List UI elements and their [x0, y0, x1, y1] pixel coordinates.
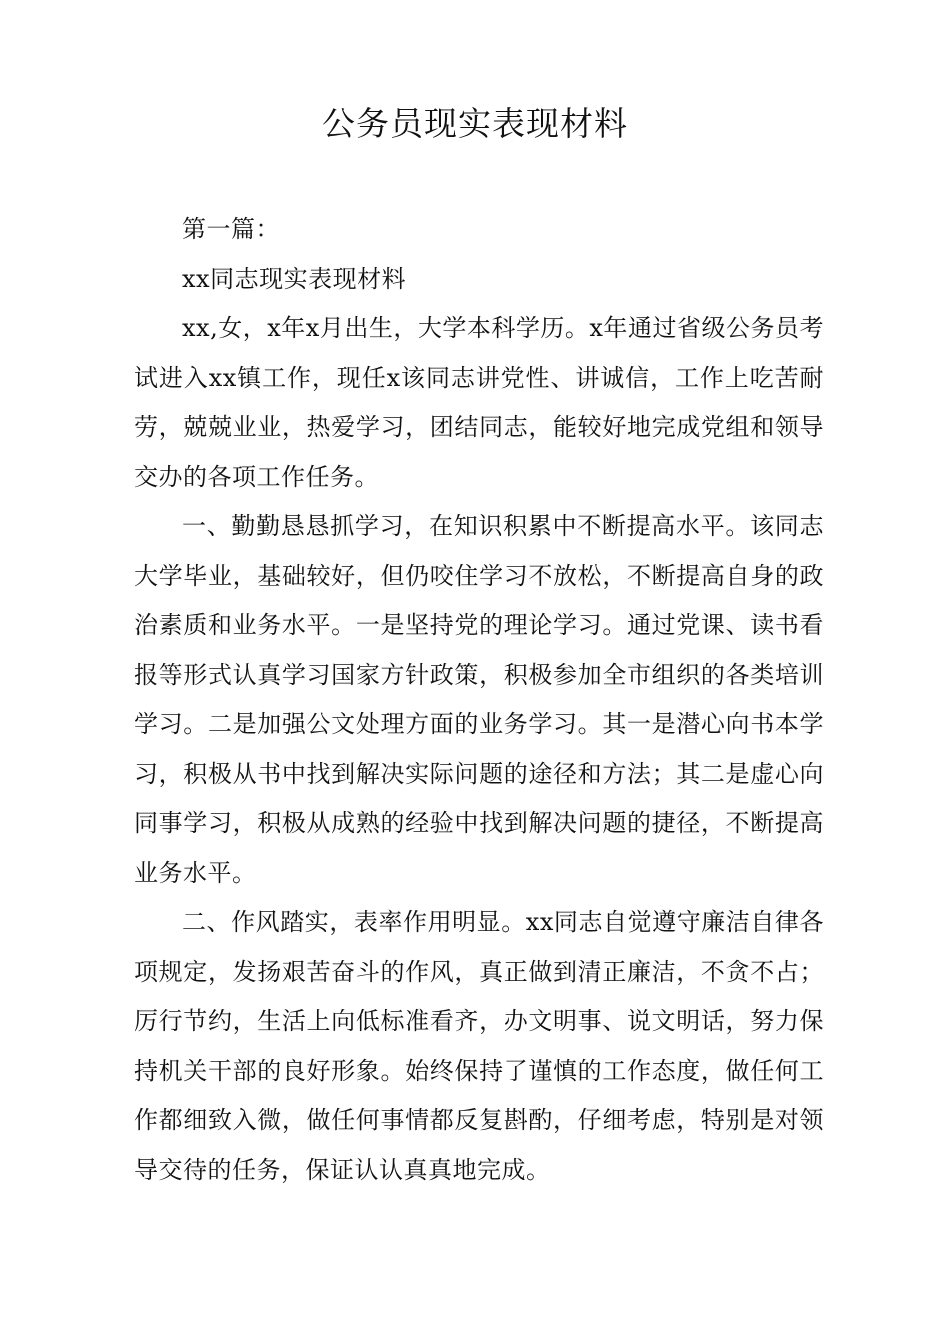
study-paragraph: 一、勤勤恳恳抓学习，在知识积累中不断提高水平。该同志大学毕业，基础较好，但仍咬住学习不放松，不断提高自身的政治素质和业务水平。一是坚持党的理论学习。通过党课、读书看报等形式认真学习国家方针政策，积极参加全市组织的各类培训学习。二是加强公文处理方面的业务学习。其一是潜心向书本学习，积极从书中找到解决实际问题的途径和方法；其二是虚心向同事学习，积极从成熟的经验中找到解决问题的捷径，不断提高业务水平。 [134, 512, 824, 887]
section-heading: 第一篇： [182, 215, 280, 243]
document-title: 公务员现实表现材料 [322, 104, 628, 143]
subtitle-paragraph: xx同志现实表现材料 [182, 264, 407, 293]
intro-paragraph: xx,女，x年x月出生，大学本科学历。x年通过省级公务员考试进入xx镇工作，现任x该同志讲党性、讲诚信，工作上吃苦耐劳，兢兢业业，热爱学习，团结同志，能较好地完成党组和领导交办的各项工作任务。 [134, 314, 824, 491]
conduct-paragraph: 二、作风踏实，表率作用明显。xx同志自觉遵守廉洁自律各项规定，发扬艰苦奋斗的作风，真正做到清正廉洁，不贪不占；厉行节约，生活上向低标准看齐，办文明事、说文明话，努力保持机关干部的良好形象。始终保持了谨慎的工作态度，做任何工作都细致入微，做任何事情都反复斟酌，仔细考虑，特别是对领导交待的任务，保证认认真真地完成。 [134, 908, 824, 1184]
document-body [134, 205, 824, 1195]
